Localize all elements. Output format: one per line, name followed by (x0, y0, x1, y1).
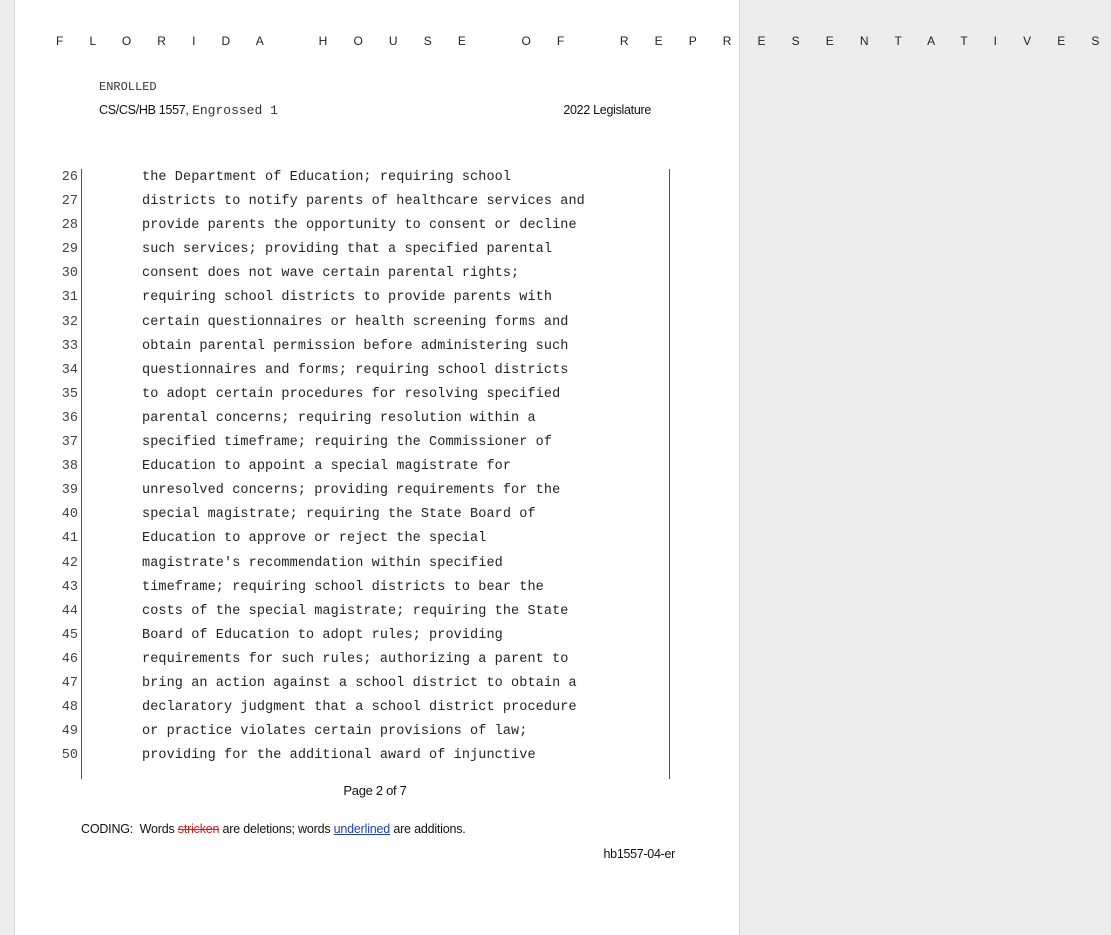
bill-line (0, 479, 750, 503)
coding-stricken-word: stricken (177, 822, 220, 836)
line-number: 44 (61, 603, 78, 619)
bill-line (0, 503, 750, 527)
engrossed-label: Engrossed 1 (192, 103, 278, 118)
line-text: declaratory judgment that a school district procedure (142, 700, 577, 716)
line-text: Education to appoint a special magistrate for (142, 459, 512, 475)
bill-line (0, 383, 750, 407)
bill-number: CS/CS/HB 1557, (99, 103, 189, 117)
line-text: the Department of Education; requiring school (142, 170, 512, 185)
line-text: special magistrate; requiring the State Board of (142, 507, 536, 523)
bill-line (0, 262, 750, 286)
line-text: magistrate's recommendation within specified (142, 555, 503, 571)
line-number: 41 (61, 531, 78, 547)
line-number: 26 (61, 170, 78, 185)
line-number: 43 (61, 579, 78, 595)
line-number: 32 (61, 314, 78, 330)
line-number: 48 (61, 700, 78, 716)
line-number: 47 (61, 675, 78, 691)
line-number: 35 (61, 386, 78, 402)
line-text: questionnaires and forms; requiring school districts (142, 362, 569, 378)
bill-line (0, 600, 750, 624)
line-text: to adopt certain procedures for resolving specified (142, 386, 561, 402)
coding-underlined-word: underlined (333, 822, 391, 836)
page-number: Page 2 of 7 (343, 783, 407, 798)
line-text: districts to notify parents of healthcare services and (142, 194, 585, 210)
line-text: obtain parental permission before administering such (142, 338, 569, 354)
bill-line (0, 407, 750, 431)
line-number: 28 (61, 218, 78, 234)
line-text: or practice violates certain provisions of law; (142, 724, 528, 740)
legislature-session: 2022 Legislature (563, 103, 651, 117)
line-number: 34 (61, 362, 78, 378)
line-number: 27 (61, 194, 78, 210)
line-number: 37 (61, 435, 78, 451)
line-number: 38 (61, 459, 78, 475)
bill-line (0, 648, 750, 672)
line-text: parental concerns; requiring resolution within a (142, 410, 536, 426)
coding-middle: are deletions; words (219, 822, 334, 836)
line-number: 31 (61, 290, 78, 306)
line-text: costs of the special magistrate; requiring the State (142, 603, 569, 619)
line-number: 30 (61, 266, 78, 282)
line-text: Education to approve or reject the special (142, 531, 487, 547)
bill-line (0, 696, 750, 720)
bill-line (0, 166, 750, 190)
agency-header: F L O R I D A H O U S E O F R E P R E S E N T A T I V E S (56, 34, 1111, 48)
bill-line (0, 576, 750, 600)
bill-reference (99, 103, 278, 118)
bill-line (0, 311, 750, 335)
bill-line (0, 455, 750, 479)
line-number: 42 (61, 555, 78, 571)
bill-line (0, 552, 750, 576)
line-text: provide parents the opportunity to consent or decline (142, 218, 577, 234)
document-code: hb1557-04-er (603, 847, 675, 861)
line-text: Board of Education to adopt rules; providing (142, 627, 503, 643)
line-text: unresolved concerns; providing requirements for the (142, 483, 561, 499)
line-text: bring an action against a school district to obtain a (142, 675, 577, 691)
line-number: 45 (61, 627, 78, 643)
line-text: consent does not wave certain parental rights; (142, 266, 520, 282)
line-text: such services; providing that a specified parental (142, 242, 553, 258)
line-number: 36 (61, 410, 78, 426)
bill-status: ENROLLED (99, 80, 157, 94)
bill-line (0, 286, 750, 310)
coding-prefix: CODING: Words (81, 822, 178, 836)
line-number: 49 (61, 724, 78, 740)
bill-line (0, 335, 750, 359)
line-number: 39 (61, 483, 78, 499)
line-text: providing for the additional award of injunctive (142, 748, 536, 764)
bill-line (0, 720, 750, 744)
bill-line (0, 672, 750, 696)
line-number: 29 (61, 242, 78, 258)
bill-line (0, 744, 750, 768)
bill-line (0, 190, 750, 214)
line-text: timeframe; requiring school districts to bear the (142, 579, 544, 595)
line-number: 46 (61, 651, 78, 667)
bill-text-body (0, 166, 750, 768)
coding-suffix: are additions. (390, 822, 466, 836)
line-text: specified timeframe; requiring the Commissioner of (142, 435, 553, 451)
line-text: certain questionnaires or health screening forms and (142, 314, 569, 330)
line-number: 50 (61, 748, 78, 764)
bill-line (0, 238, 750, 262)
bill-line (0, 431, 750, 455)
line-number: 33 (61, 338, 78, 354)
bill-line (0, 359, 750, 383)
line-text: requirements for such rules; authorizing a parent to (142, 651, 569, 667)
line-text: requiring school districts to provide parents with (142, 290, 553, 306)
coding-legend (81, 822, 466, 836)
bill-line (0, 214, 750, 238)
bill-line (0, 624, 750, 648)
bill-line (0, 527, 750, 551)
line-number: 40 (61, 507, 78, 523)
